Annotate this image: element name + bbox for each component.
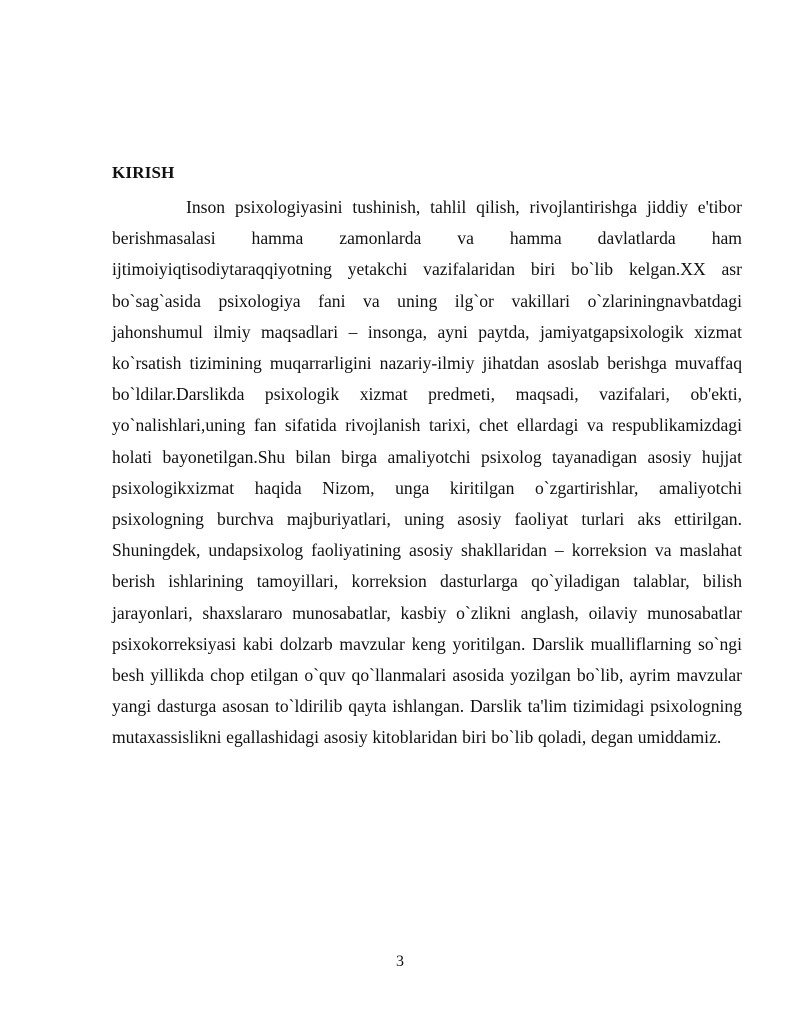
section-heading: KIRISH: [112, 163, 175, 182]
body-paragraph: Inson psixologiyasini tushinish, tahlil qilish, rivojlantirishga jiddiy e'tibor berishmasalasi hamma zamonlarda va hamma davlatlarda ham ijtimoiyiqtisodiytaraqqiyotning yetakchi vazifalaridan biri bo`lib kelgan.XX asr bo`sag`asida psixologiya fani va uning ilg`or vakillari o`zlariningnavbatdagi jahonshumul ilmiy maqsadlari – insonga, ayni paytda, jamiyatgapsixologik xizmat ko`rsatish tizimining muqarrarligini nazariy-ilmiy jihatdan asoslab berishga muvaffaq bo`ldilar.Darslikda psixologik xizmat predmeti, maqsadi, vazifalari, ob'ekti, yo`nalishlari,uning fan sifatida rivojlanish tarixi, chet ellardagi va respublikamizdagi holati bayonetilgan.Shu bilan birga amaliyotchi psixolog tayanadigan asosiy hujjat psixologikxizmat haqida Nizom, unga kiritilgan o`zgartirishlar, amaliyotchi psixologning burchva majburiyatlari, uning asosiy faoliyat turlari aks ettirilgan. Shuningdek, undapsixolog faoliyatining asosiy shakllaridan – korreksion va maslahat berish ishlarining tamoyillari, korreksion dasturlarga qo`yiladigan talablar, bilish jarayonlari, shaxslararo munosabatlar, kasbiy o`zlikni anglash, oilaviy munosabatlar psixokorreksiyasi kabi dolzarb mavzular keng yoritilgan. Darslik mualliflarning so`ngi besh yillikda chop etilgan o`quv qo`llanmalari asosida yozilgan bo`lib, ayrim mavzular yangi dasturga asosan to`ldirilib qayta ishlangan. Darslik ta'lim tizimidagi psixologning mutaxassislikni egallashidagi asosiy kitoblaridan biri bo`lib qoladi, degan umiddamiz.: [112, 197, 742, 748]
page-number: 3: [396, 953, 404, 970]
